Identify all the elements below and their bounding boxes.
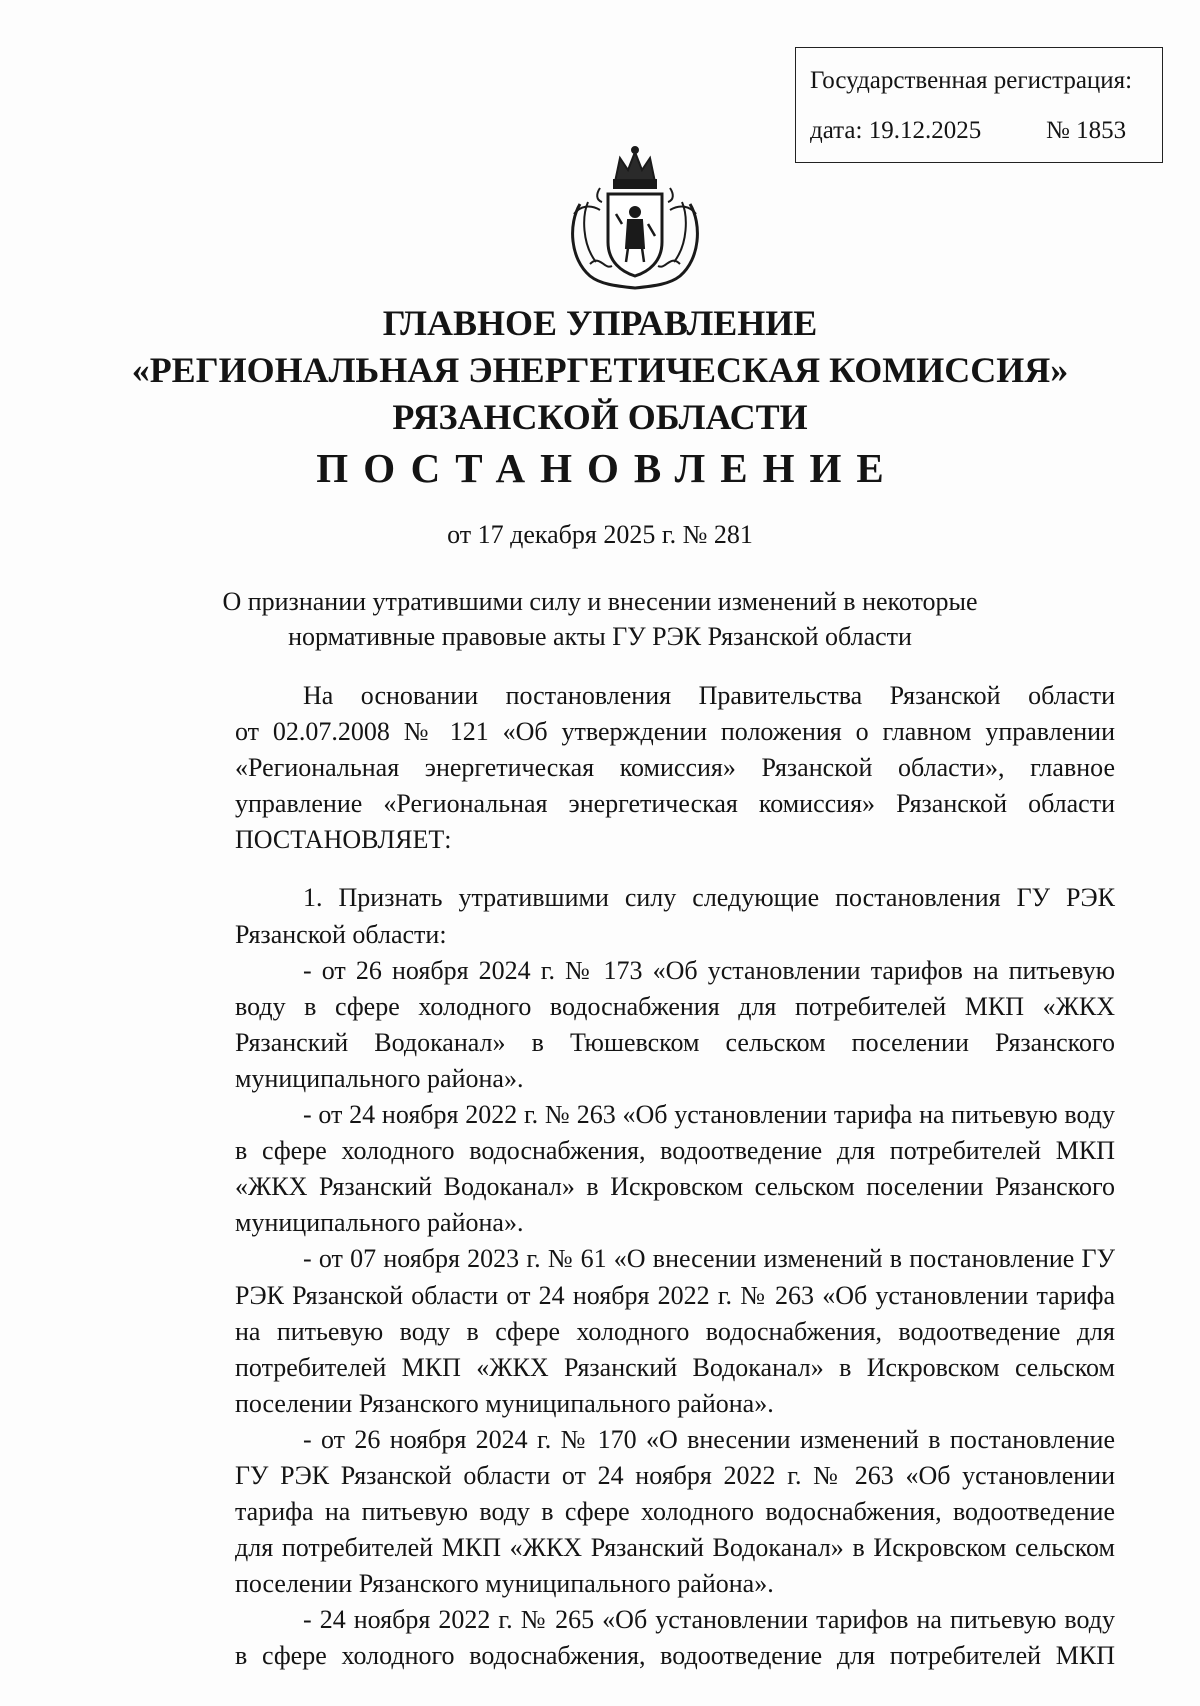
sub-item-line: поселении Рязанского муниципального района». [235, 1388, 774, 1418]
document-type-heading: ПОСТАНОВЛЕНИЕ [316, 445, 899, 491]
sub-item [167, 1602, 1115, 1674]
sub-item-line: для потребителей МКП «ЖКХ Рязанский Водоканал» в Искровском сельском [235, 1533, 1115, 1563]
org-line-2: «РЕГИОНАЛЬНАЯ ЭНЕРГЕТИЧЕСКАЯ КОМИССИЯ» [131, 350, 1069, 390]
document-subject [0, 584, 1200, 654]
sub-item-line: поселении Рязанского муниципального района». [235, 1569, 774, 1599]
sub-item-line: - от 24 ноября 2022 г. № 263 «Об установлении тарифа на питьевую воду [303, 1100, 1115, 1130]
preamble-line: ПОСТАНОВЛЯЕТ: [235, 825, 452, 855]
org-line-1: ГЛАВНОЕ УПРАВЛЕНИЕ [382, 303, 818, 343]
item-1-paragraph [167, 880, 1115, 952]
sub-item [167, 1241, 1115, 1421]
preamble-paragraph [167, 678, 1115, 858]
sub-item-line: РЭК Рязанской области от 24 ноября 2022 г. № 263 «Об установлении тарифа [235, 1280, 1115, 1310]
item-line: Рязанской области: [235, 919, 447, 949]
subject-line-2: нормативные правовые акты ГУ РЭК Рязанской области [288, 622, 912, 651]
document-body [167, 678, 1115, 1675]
sub-item-line: - от 26 ноября 2024 г. № 173 «Об установлении тарифов на питьевую [303, 955, 1115, 985]
registration-number: № 1853 [1046, 117, 1127, 144]
registration-date: дата: 19.12.2025 [810, 117, 982, 144]
sub-item-line: «ЖКХ Рязанский Водоканал» в Искровском сельском поселении Рязанского [235, 1172, 1115, 1202]
sub-item-line: в сфере холодного водоснабжения, водоотведение для потребителей МКП [235, 1641, 1115, 1671]
subject-line-1: О признании утратившими силу и внесении изменений в некоторые [222, 587, 978, 616]
coat-of-arms-icon [560, 144, 710, 292]
registration-stamp [795, 47, 1163, 163]
organization-name [0, 300, 1200, 441]
sub-item-line: на питьевую воду в сфере холодного водоснабжения, водоотведение для [235, 1316, 1115, 1346]
preamble-line: «Региональная энергетическая комиссия» Рязанской области», главное [235, 753, 1115, 783]
sub-item-line: воду в сфере холодного водоснабжения для потребителей МКП «ЖКХ [235, 991, 1115, 1021]
sub-item-line: муниципального района». [235, 1063, 524, 1093]
sub-item [167, 1097, 1115, 1241]
sub-item-line: Рязанский Водоканал» в Тюшевском сельском поселении Рязанского [235, 1027, 1115, 1057]
item-line: 1. Признать утратившими силу следующие постановления ГУ РЭК [303, 883, 1115, 913]
sub-item-line: - от 07 ноября 2023 г. № 61 «О внесении изменений в постановление ГУ [303, 1244, 1115, 1274]
sub-item-line: ГУ РЭК Рязанской области от 24 ноября 2022 г. № 263 «Об установлении [235, 1460, 1115, 1490]
sub-item-line: потребителей МКП «ЖКХ Рязанский Водоканал» в Искровском сельском [235, 1352, 1115, 1382]
sub-item-line: - от 26 ноября 2024 г. № 170 «О внесении изменений в постановление [303, 1424, 1115, 1454]
sub-item [167, 953, 1115, 1097]
preamble-line: управление «Региональная энергетическая комиссия» Рязанской области [235, 789, 1115, 819]
sub-item-line: в сфере холодного водоснабжения, водоотведение для потребителей МКП [235, 1136, 1115, 1166]
preamble-line: от 02.07.2008 № 121 «Об утверждении положения о главном управлении [235, 717, 1115, 747]
preamble-line: На основании постановления Правительства Рязанской области [303, 681, 1115, 710]
sub-item [167, 1422, 1115, 1602]
document-date-number: от 17 декабря 2025 г. № 281 [447, 520, 753, 549]
registration-title: Государственная регистрация: [810, 67, 1133, 94]
sub-item-line: муниципального района». [235, 1208, 524, 1238]
org-line-3: РЯЗАНСКОЙ ОБЛАСТИ [392, 397, 808, 437]
sub-item-line: тарифа на питьевую воду в сфере холодного водоснабжения, водоотведение [235, 1497, 1115, 1527]
sub-item-line: - 24 ноября 2022 г. № 265 «Об установлении тарифов на питьевую воду [303, 1605, 1115, 1635]
